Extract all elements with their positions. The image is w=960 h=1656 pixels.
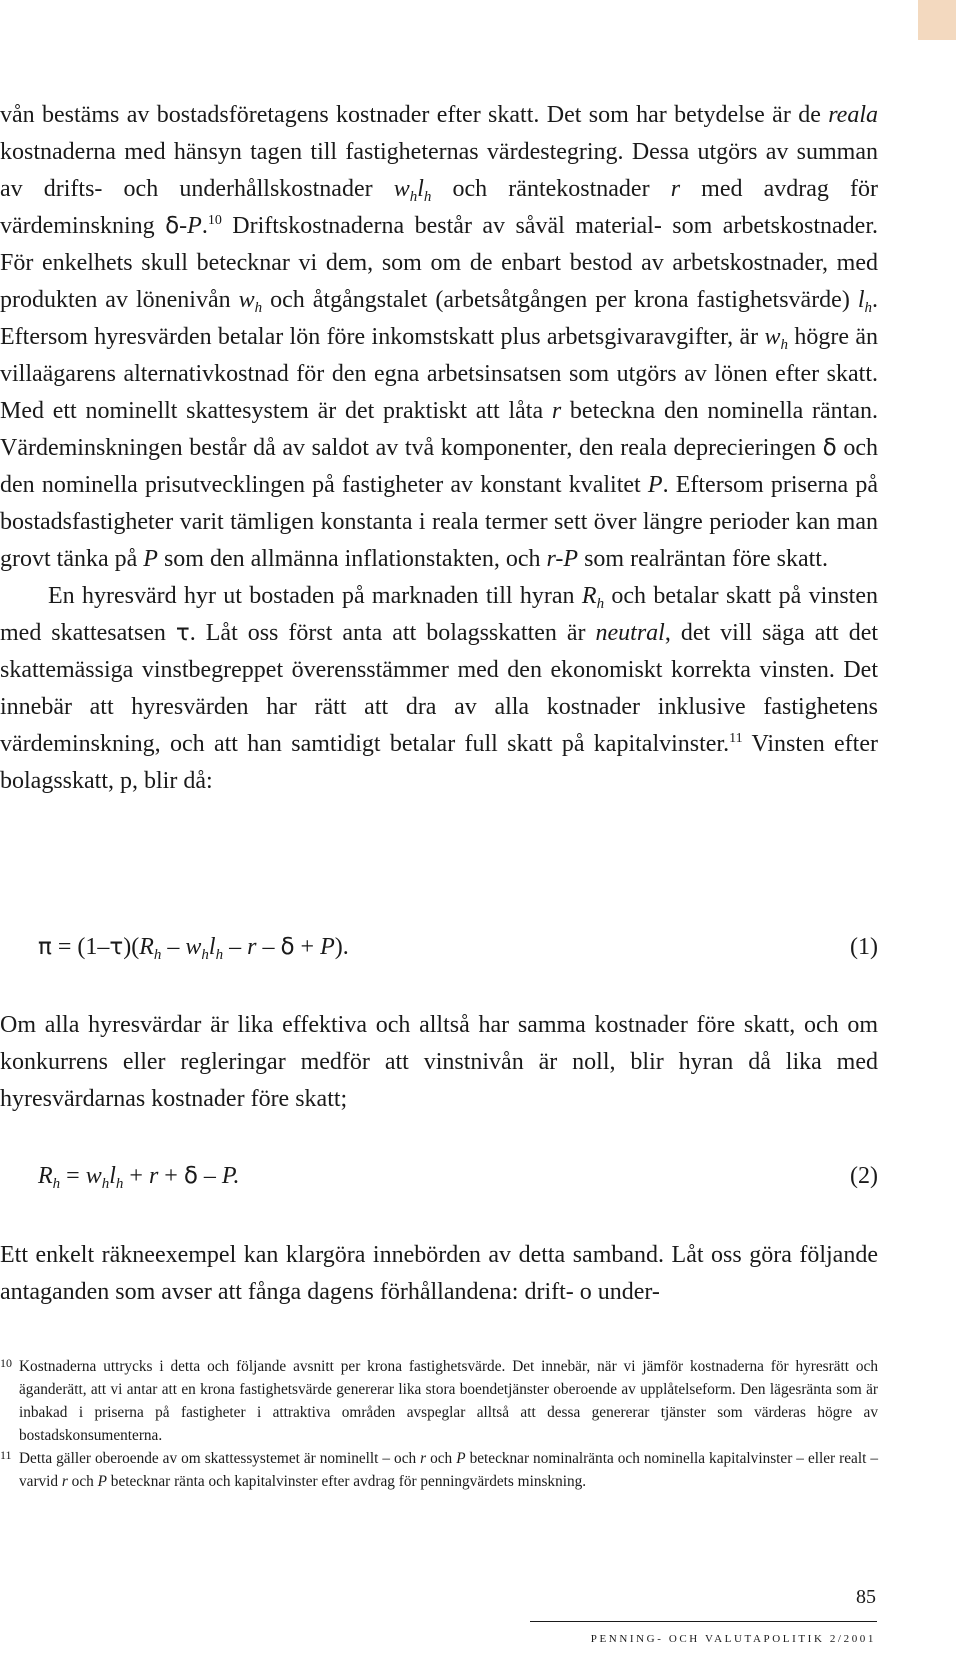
corner-tab-marker [918,0,956,40]
running-footer: PENNING- OCH VALUTAPOLITIK 2/2001 [590,1633,876,1645]
paragraph-4: Ett enkelt räkneexempel kan klargöra innebörden av detta samband. Låt oss göra följande antaganden som avser att fånga dagens förhållandena: drift- o under- [0,1242,878,1305]
footnote-11-text: Detta gäller oberoende av om skattessystemet är nominellt – och r och P betecknar nominalränta och nominella kapitalvinster – eller realt – varvid r och P betecknar ränta och kapitalvinster efter avdrag för penningvärdets minskning. [19,1450,878,1490]
equation-2-number: (2) [850,1163,878,1189]
paragraph-1: vån bestäms av bostadsföretagens kostnader efter skatt. Det som har betydelse är de reala kostnaderna med hänsyn tagen till fastigheternas värdestegring. Dessa utgörs av summan av drifts- och underhållskostnader $w_hl_h$ och räntekostnader r med avdrag för värdeminskning δ-P.$^{10}$ Driftskostnaderna består av såväl material- som arbetskostnader. För enkelhets skull betecknar vi dem, som om de enbart bestod av arbetskostnader, med produkten av lönenivån $w_h$ och åtgångstalet (arbetsåtgången per krona fastighetsvärde) $l_h$. Eftersom hyresvärden betalar lön före inkomstskatt plus arbetsgivaravgifter, är $w_h$ högre än villaägarens alternativkostnad för den egna arbetsinsatsen som utgörs av lönen efter skatt. Med ett nominellt skattesystem är det praktiskt att låta r beteckna den nominella räntan. Värdeminskningen består då av saldot av två komponenter, den reala deprecieringen δ och den nominella prisutvecklingen på fastigheter av konstant kvalitet P. Eftersom priserna på bostadsfastigheter varit tämligen konstanta i reala termer sett över längre perioder kan man grovt tänka på P som den allmänna inflationstakten, och r-P som realräntan före skatt. [0,102,879,572]
equation-2-formula: $R_h = w_hl_h + r + \delta - P$. [38,1163,240,1192]
paragraph-3: Om alla hyresvärdar är lika effektiva och alltså har samma kostnader före skatt, och om konkurrens eller regleringar medför att vinstnivån är noll, blir hyran då lika med hyresvärdarnas kostnader före skatt; [0,1012,878,1112]
footnotes [0,1355,878,1493]
footnote-11-number: 11 [0,1448,12,1462]
equation-1-number: (1) [850,934,878,960]
footnote-10 [0,1355,878,1447]
body-text-middle [0,1007,878,1118]
paragraph-2: En hyresvärd hyr ut bostaden på marknaden till hyran $R_h$ och betalar skatt på vinsten med skattesatsen τ. Låt oss först anta att bolagsskatten är neutral, det vill säga att det skattemässiga vinstbegreppet överensstämmer med den ekonomiskt korrekta vinsten. Det innebär att hyresvärden har rätt att dra av alla kostnader inklusive fastighetens värdeminskning, och att han samtidigt betalar full skatt på kapitalvinster.$^{11}$ Vinsten efter bolagsskatt, p, blir då: [0,583,879,794]
page-number: 85 [856,1586,876,1608]
body-text-upper [0,97,878,800]
footer-rule [530,1621,877,1622]
body-text-lower [0,1237,878,1311]
footnote-10-number: 10 [0,1356,12,1370]
footnote-ref-11: 11 [729,731,743,746]
footnote-10-text: Kostnaderna uttrycks i detta och följande avsnitt per krona fastighetsvärde. Det innebär, när vi jämför kostnaderna för hyresrätt och äganderätt, att vi antar att en krona fastighetsvärde genererar lika stora boendetjänster oberoende av upplåtelseform. Den lägesränta som är inbakad i priserna på fastigheter i attraktiva områden avspeglar alltså att dessa genererar tjänster som värderas högre av bostadskonsumenterna. [19,1358,878,1444]
footnote-ref-10: 10 [207,213,222,228]
equation-1-formula: $\pi = (1-\tau)(R_h - w_hl_h - r - \delta + P)$. [38,934,349,963]
footnote-11 [0,1447,878,1493]
